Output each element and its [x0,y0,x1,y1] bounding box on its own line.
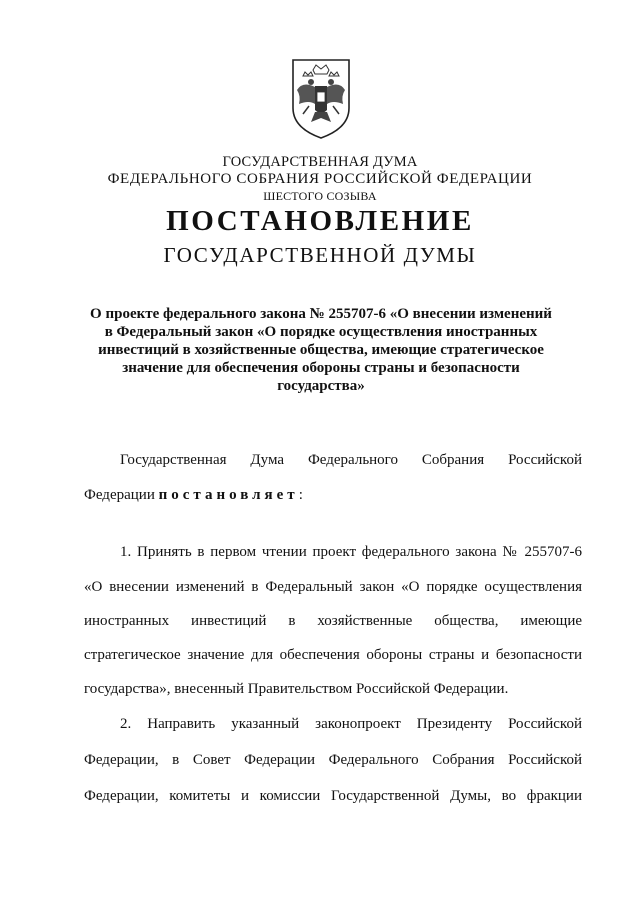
document-subtitle: ГОСУДАРСТВЕННОЙ ДУМЫ [163,243,477,267]
preamble-line-2 [84,487,303,504]
preamble-text: Федерации [84,487,155,503]
document-title: ПОСТАНОВЛЕНИЕ [166,205,474,237]
header-line-federal-assembly: ФЕДЕРАЛЬНОГО СОБРАНИЯ РОССИЙСКОЙ ФЕДЕРАЦИИ [107,171,533,187]
paragraph-1-line-4: стратегическое значение для обеспечения обороны страны и безопасности [84,647,582,663]
paragraph-2-line-3: Федерации, комитеты и комиссии Государственной Думы, во фракции [84,788,582,804]
paragraph-2-line-1: 2. Направить указанный законопроект Президенту Российской [120,716,582,732]
paragraph-2-line-2: Федерации, в Совет Федерации Федерального Собрания Российской [84,752,582,768]
paragraph-1-line-3: иностранных инвестиций в хозяйственные общества, имеющие [84,613,582,629]
header-line-convocation: ШЕСТОГО СОЗЫВА [263,189,377,203]
preamble-colon: : [298,487,303,503]
state-emblem-icon [289,56,353,142]
preamble-emphasis: постановляет [158,487,299,503]
document-subject: О проекте федерального закона № 255707-6 «О внесении изменений в Федеральный закон «О порядке осуществления иностранных инвестиций в хозяйственные общества, имеющие стратегическое значение для обеспечения обороны страны и безопасности государства» [90,306,552,394]
paragraph-1-line-5: государства», внесенный Правительством Российской Федерации. [84,681,509,697]
paragraph-1-line-2: «О внесении изменений в Федеральный закон «О порядке осуществления [84,579,582,595]
header-line-duma: ГОСУДАРСТВЕННАЯ ДУМА [222,154,418,170]
preamble-line-1: Государственная Дума Федерального Собрания Российской [120,452,582,468]
paragraph-1-line-1: 1. Принять в первом чтении проект федерального закона № 255707-6 [120,544,582,560]
